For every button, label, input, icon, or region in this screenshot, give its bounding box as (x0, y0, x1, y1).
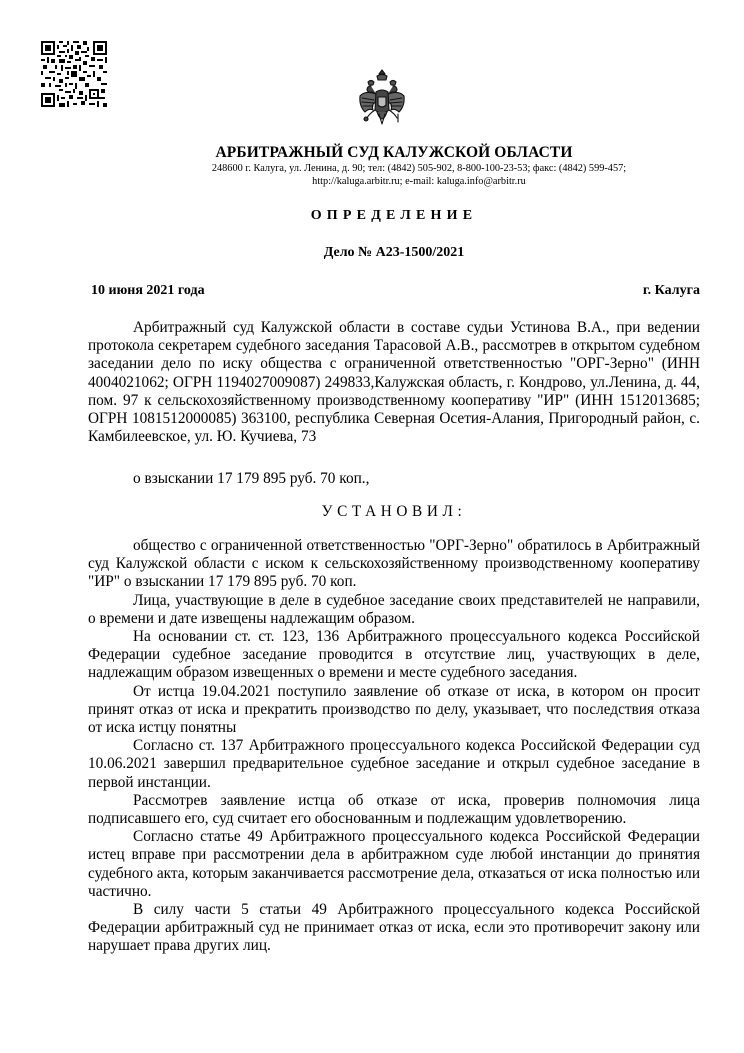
qr-code-icon (41, 41, 107, 107)
paragraph: Рассмотрев заявление истца об отказе от иска, проверив полномочия лица подписавшего его, суд считает его обоснованным и подлежащим удовлетворению. (88, 791, 700, 828)
court-contacts-line: http://kaluga.arbitr.ru; e-mail: kaluga.info@arbitr.ru (312, 176, 526, 187)
intro-block (88, 319, 700, 446)
document-title: ОПРЕДЕЛЕНИЕ (310, 208, 478, 223)
court-address (0, 162, 744, 188)
paragraph: общество с ограниченной ответственностью "ОРГ-Зерно" обратилось в Арбитражный суд Калужской области с иском к сельскохозяйственному производственному кооперативу "ИР" о взыскании 17 179 895 руб. 70 коп. (88, 537, 700, 591)
established-heading: УСТАНОВИЛ: (321, 503, 467, 520)
paragraph: От истца 19.04.2021 поступило заявление об отказе от иска, в котором он просит принят отказ от иска и прекратить производство по делу, указывает, что последствия отказа от иска истцу понятны (88, 682, 700, 737)
paragraph: В силу части 5 статьи 49 Арбитражного процессуального кодекса Российской Федерации арбитражный суд не принимает отказ от иска, если это противоречит закону или нарушает права других лиц. (88, 901, 700, 955)
document-city: г. Калуга (642, 283, 700, 298)
court-address-line: 248600 г. Калуга, ул. Ленина, д. 90; тел: (4842) 505-902, 8-800-100-23-53; факс: (4842) 599-457; (211, 163, 627, 174)
case-number: Дело № А23-1500/2021 (323, 245, 465, 260)
paragraph: Согласно ст. 137 Арбитражного процессуального кодекса Российской Федерации суд 10.06.2021 завершил предварительное судебное заседание и открыл судебное заседание в первой инстанции. (88, 737, 700, 791)
claim-subject: о взыскании 17 179 895 руб. 70 коп., (133, 470, 370, 487)
main-text (88, 537, 700, 956)
coat-of-arms-icon (357, 68, 407, 132)
document-date: 10 июня 2021 года (91, 283, 205, 298)
paragraph: На основании ст. ст. 123, 136 Арбитражного процессуального кодекса Российской Федерации судебное заседание проводится в отсутствие лиц, участвующих в деле, надлежащим образом извещенных о времени и месте судебного заседания. (88, 628, 700, 682)
intro-paragraph: Арбитражный суд Калужской области в составе судьи Устинова В.А., при ведении протокола секретарем судебного заседания Тарасовой А.В., рассмотрев в открытом судебном заседании дело по иску общества с ограниченной ответственностью "ОРГ-Зерно" (ИНН 4004021062; ОГРН 1194027009087) 249833,Калужская область, г. Кондрово, ул.Ленина, д. 44, пом. 97 к сельскохозяйственному производственному кооперативу "ИР" (ИНН 1512013685; ОГРН 1081512000085) 363100, республика Северная Осетия-Алания, Пригородный район, с. Камбилеевское, ул. Ю. Кучиева, 73 (88, 319, 700, 446)
court-name: АРБИТРАЖНЫЙ СУД КАЛУЖСКОЙ ОБЛАСТИ (215, 144, 573, 161)
paragraph: Лица, участвующие в деле в судебное заседание своих представителей не направили, о времени и дате извещены надлежащим образом. (88, 591, 700, 627)
paragraph: Согласно статье 49 Арбитражного процессуального кодекса Российской Федерации истец вправе при рассмотрении дела в арбитражном суде любой инстанции до принятия судебного акта, которым заканчивается рассмотрение дела, отказаться от иска полностью или частично. (88, 828, 700, 900)
